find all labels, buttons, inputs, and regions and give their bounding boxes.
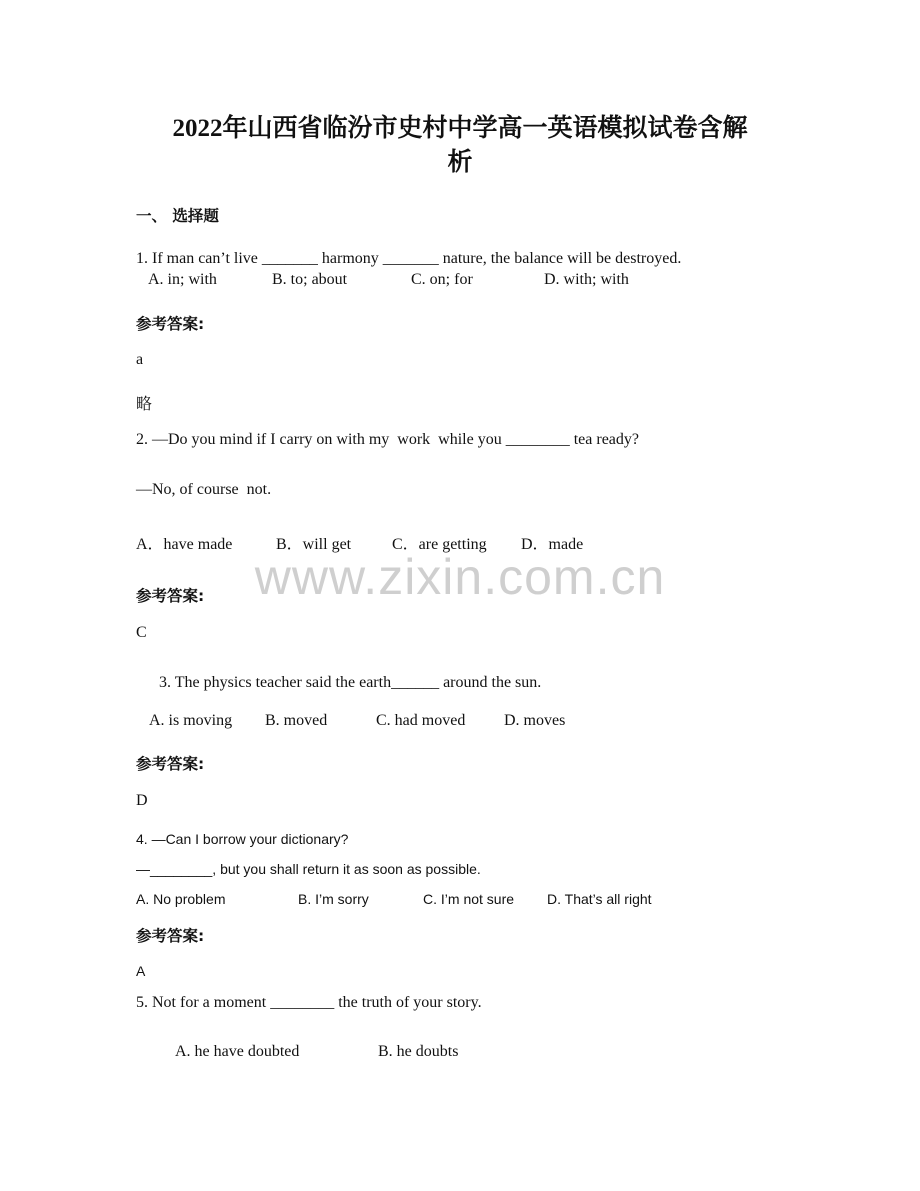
q4-stem: 4. —Can I borrow your dictionary? xyxy=(136,831,349,847)
q1-option-b: B. to; about xyxy=(272,271,348,288)
q3-option-a: A. is moving xyxy=(149,712,233,729)
q2-option-a: A．have made xyxy=(136,536,233,553)
q4-option-b: B. I’m sorry xyxy=(298,891,369,907)
q1-option-d: D. with; with xyxy=(544,271,629,288)
q2-reply: —No, of course not. xyxy=(136,481,272,498)
q3-stem: 3. The physics teacher said the earth______ around the sun. xyxy=(159,674,542,691)
q5-option-a: A. he have doubted xyxy=(175,1043,300,1060)
watermark: www.zixin.com.cn xyxy=(254,549,666,605)
q1-answer: a xyxy=(136,351,144,368)
q1-explanation: 略 xyxy=(136,396,153,413)
q3-answer: D xyxy=(136,792,148,809)
section-heading: 一、 选择题 xyxy=(136,207,219,225)
q4-answer-label: 参考答案: xyxy=(136,927,205,945)
q3-option-d: D. moves xyxy=(504,712,566,729)
q2-stem: 2. —Do you mind if I carry on with my work while you ________ tea ready? xyxy=(136,431,640,448)
q4-option-d: D. That’s all right xyxy=(547,891,652,907)
q1-option-a: A. in; with xyxy=(148,271,217,288)
q3-option-c: C. had moved xyxy=(376,712,466,729)
q4-option-c: C. I’m not sure xyxy=(423,891,515,907)
page-title-line1: 2022年山西省临汾市史村中学高一英语模拟试卷含解 xyxy=(172,115,748,142)
q4-reply: —________, but you shall return it as soon as possible. xyxy=(136,861,481,877)
q4-answer: A xyxy=(136,963,146,979)
q2-option-d: D．made xyxy=(521,536,584,553)
q2-option-b: B．will get xyxy=(276,536,352,553)
q5-option-b: B. he doubts xyxy=(378,1043,459,1060)
q1-answer-label: 参考答案: xyxy=(136,315,205,333)
q1-stem: 1. If man can’t live _______ harmony _______ nature, the balance will be destroyed. xyxy=(136,250,682,267)
q3-answer-label: 参考答案: xyxy=(136,755,205,773)
q5-stem: 5. Not for a moment ________ the truth of your story. xyxy=(136,994,482,1011)
q4-option-a: A. No problem xyxy=(136,891,226,907)
q2-answer-label: 参考答案: xyxy=(136,587,205,605)
q3-option-b: B. moved xyxy=(265,712,328,729)
q2-answer: C xyxy=(136,624,147,641)
q1-option-c: C. on; for xyxy=(411,271,473,288)
page-title-line2: 析 xyxy=(447,149,473,176)
q2-option-c: C．are getting xyxy=(392,536,487,553)
